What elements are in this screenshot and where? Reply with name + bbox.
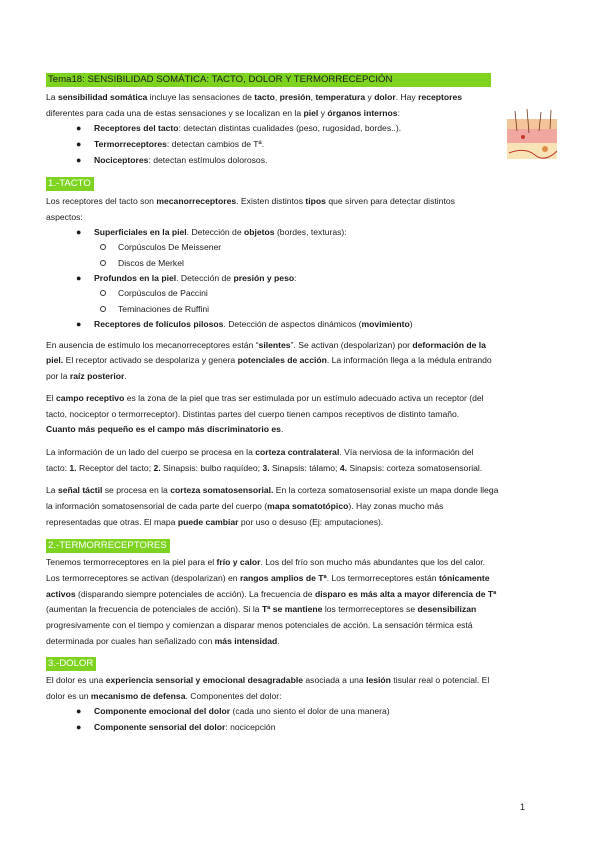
paragraph-silentes: En ausencia de estímulo los mecanorreceptores están “silentes”. Se activan (despolarizan) por deformación de la <box>46 340 486 350</box>
termo-l5: progresivamente con el tiempo y comienzan a disparar menos potenciales de acción. La sensación térmica está <box>46 620 473 630</box>
list-item: Nociceptores: detectan estímulos dolorosos. <box>94 155 268 165</box>
dolor-l2: dolor es un mecanismo de defensa. Componentes del dolor: <box>46 691 282 701</box>
document-title: Tema18: SENSIBILIDAD SOMÁTICA: TACTO, DOLOR Y TERMORRECEPCIÓN <box>46 73 491 87</box>
intro-paragraph-cont: diferentes para cada una de estas sensaciones y se localizan en la piel y órganos internos: <box>46 108 400 118</box>
paragraph-campo-receptivo: El campo receptivo es la zona de la piel que tras ser estimulada por un estímulo adecuado activa un receptor (del <box>46 393 484 403</box>
list-item: Componente sensorial del dolor: nocicepción <box>94 722 276 732</box>
paragraph-silentes-l2: piel. El receptor activado se despolariza y genera potenciales de acción. La información llega a la médula entrando <box>46 355 492 365</box>
termo-l1: Tenemos termorreceptores en la piel para el frío y calor. Los del frío son mucho más abundantes que los del calor. <box>46 557 486 567</box>
list-item: Componente emocional del dolor (cada uno siento el dolor de una manera) <box>94 706 390 716</box>
intro-paragraph: La sensibilidad somática incluye las sensaciones de tacto, presión, temperatura y dolor. Hay receptores <box>46 92 463 102</box>
sub-list-item: Discos de Merkel <box>118 258 184 268</box>
tacto-intro: Los receptores del tacto son mecanorreceptores. Existen distintos tipos que sirven para detectar distintos <box>46 196 455 206</box>
paragraph-corteza: La información de un lado del cuerpo se procesa en la corteza contralateral. Vía nerviosa de la información del <box>46 447 474 457</box>
paragraph-campo-receptivo-l3: Cuanto más pequeño es el campo más discriminatorio es. <box>46 424 284 434</box>
sub-bullet <box>100 260 106 266</box>
sub-list-item: Corpúsculos De Meissener <box>118 242 222 252</box>
section-heading-termorreceptores: 2.-TERMORRECEPTORES <box>46 539 170 553</box>
section-heading-dolor: 3.-DOLOR <box>46 657 96 671</box>
paragraph-senal-tactil-l2: la información somatosensorial de cada parte del cuerpo (mapa somatotópico). Hay zonas mucho más <box>46 501 444 511</box>
bullet: ● <box>76 139 82 149</box>
section-heading-tacto: 1.-TACTO <box>46 177 94 191</box>
bullet: ● <box>76 155 82 165</box>
list-item: Termorreceptores: detectan cambios de Tª. <box>94 139 265 149</box>
list-item: Receptores del tacto: detectan distintas cualidades (peso, rugosidad, bordes..). <box>94 123 402 133</box>
sub-bullet <box>100 244 106 250</box>
skin-diagram-image <box>505 109 559 163</box>
sub-list-item: Corpúsculos de Paccini <box>118 288 208 298</box>
sub-bullet <box>100 290 106 296</box>
paragraph-campo-receptivo-l2: tacto, nociceptor o termorreceptor). Distintas partes del cuerpo tienen campos receptivos de distinto tamaño. <box>46 409 460 419</box>
bullet: ● <box>76 722 82 732</box>
list-item: Profundos en la piel. Detección de presión y peso: <box>94 273 297 283</box>
bullet: ● <box>76 227 82 237</box>
paragraph-corteza-l2: tacto: 1. Receptor del tacto; 2. Sinapsis: bulbo raquídeo; 3. Sinapsis: tálamo; 4. Sinapsis: corteza somatosensorial. <box>46 463 483 473</box>
termo-l2: Los termorreceptores se activan (despolarizan) en rangos amplios de Tª. Los termorreceptores están tónicamente <box>46 573 490 583</box>
termo-l4: (aumentan la frecuencia de potenciales de acción). Si la Tª se mantiene los termorreceptores se desensibilizan <box>46 604 477 614</box>
paragraph-senal-tactil: La señal táctil se procesa en la corteza somatosensorial. En la corteza somatosensorial existe un mapa donde llega <box>46 485 499 495</box>
list-item: Receptores de folículos pilosos. Detección de aspectos dinámicos (movimiento) <box>94 319 413 329</box>
page-number: 1 <box>520 802 526 812</box>
termo-l6: determinada por cuales han señalizado con más intensidad. <box>46 636 280 646</box>
sub-bullet <box>100 306 106 312</box>
list-item: Superficiales en la piel. Detección de objetos (bordes, texturas): <box>94 227 347 237</box>
bullet: ● <box>76 123 82 133</box>
paragraph-silentes-l3: por la raíz posterior. <box>46 371 127 381</box>
bullet: ● <box>76 319 82 329</box>
bullet: ● <box>76 273 82 283</box>
bullet: ● <box>76 706 82 716</box>
paragraph-senal-tactil-l3: representadas que otras. El mapa puede cambiar por uso o desuso (Ej: amputaciones). <box>46 517 384 527</box>
sub-list-item: Teminaciones de Ruffini <box>118 304 210 314</box>
dolor-l1: El dolor es una experiencia sensorial y emocional desagradable asociada a una lesión tisular real o potencial. El <box>46 675 490 685</box>
termo-l3: activos (disparando siempre potenciales de acción). La frecuencia de disparo es más alta a mayor diferencia de Tª <box>46 589 497 599</box>
tacto-intro-cont: aspectos: <box>46 212 83 222</box>
